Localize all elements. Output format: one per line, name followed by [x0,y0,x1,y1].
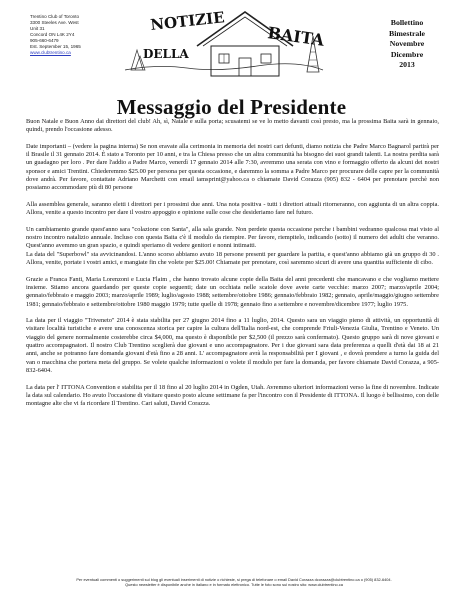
newsletter-footer [34,577,434,587]
page-title: Messaggio del Presidente [116,95,347,119]
paragraph-triveneto-trip: La data per il viaggio "Triveneto" 2014 è stata stabilita per 27 giugno 2014 fino a 11 luglio, 2014. Questo sara un viaggio pieno di attività, un opportunità di visitare località turistiche e avere una conoscenza storica per capire la cultura dell'Italia nord-est, che comprende Friuli-Venezia Giulia, Trentino e Veneto. Un viaggio del genere normalmente costerebbe circa $4,000, ma questo è disponibile per $2,500 (il prezzo sarà confermato). Questo gruppo sarà di nove giovani e quattro accompagnatori. Il nostro Club Trentino sceglierà due giovani e uno accompagnatore. Per i due giovani sara data preferenza a quelli d'età dai 18 ai 21 anni, anche se potranno fare domanda giovani d'età fino a 28 anni. L' accompagnatore avrà la responsabilità per I giovani , e dovrà prendere a turno la guida del van o macchina che portera meta del gruppo. Se volete qualche informazioni o volete il modulo per fare la domanda, per favore chiamate David Corazza, a 905-832-6404. [26,317,439,374]
club-established: Est. September 15, 1965 [30,44,81,49]
bulletin-type: Bollettino [390,18,424,27]
club-website-link[interactable]: www.clubtrentino.ca [30,50,71,55]
logo-word-baita: BAITA [266,23,326,50]
paragraph-archive-thanks: Grazie a Franca Fanti, Maria Lorenzoni e Lucia Flaim , che hanno trovato alcune copie della Baita del anni precedenti che mancavano e che vogliamo mettere insieme. Stiamo ancora guardando per queste copie seguenti; date un occhiata nelle scatole dove avete carte vecchie: marzo 2007; marzo/aprile 2004; gennaio/febbraio e maggio 2003; marzo/aprile 1989; luglio/agosto 1988; settembre/ottobre 1986; gennaio/febbraio 1982; gennaio, aprile/maggio/giugno settembre 1981; gennaio/febbraio e settembre/ottobre 1980 maggio 1979; tutte quelle di 1978; gennaio fino a settembre e novembre/dicembre 1977; luglio 1975. [26,275,439,308]
footer-contact-line: Per eventuali commenti o suggerimenti sul blog gli eventuali inserimenti di notizie o richieste, si prega di telefonare o email David Corazza dcorazza@clubtrentino.ca o (905) 832-6404. [76,577,392,582]
bulletin-frequency: Bimestrale [389,28,425,38]
logo-word-notizie: NOTIZIE [149,8,226,34]
club-address-line-2: Unit 31 [30,26,45,31]
logo-word-della: DELLA [143,47,189,61]
baita-logo [117,6,331,86]
paragraph-important-dates: Date importanti – (vedere la pagina interna) Se non eravate alla cerimonia in memoria dei nostri cari defunti, diamo notizia che Padre Marco Bagnarol partirà per il Brasile il 31 gennaio 2014. È stato a Toronto per 10 anni, e tra la Chiesa presso che un altra communità ha bisogno dei suoi grandi talenti. La nostra perdita sarà un guadagno per loro . Per dare l'addio a Padre Marco, venerdì 17 gennaio 2014 alle 7:30, avremmo una serata con vino e formaggio offerto da alcuni dei nostri sponsor e amici Trentini. Chiederemmo $25.00 per persona per questa occasione, e daremmo la somma a Padre Marco per procurare delle capre per la communità dove andrà. Per favore, contattate Adriano Marchetti con email iamsprint@yahoo.ca o chiamate David Corazza (905) 832 - 6404 per prenotare perchè non possiamo accommodare più di 80 persone [26,142,439,192]
newsletter-header [0,0,463,96]
bulletin-issue-block [372,18,442,71]
footer-availability-line: Questo newsletter è disponibile anche in italiano e in formato elettronico. Tutte le foto sono sul nostro sito: www.clubtrentino.ca [125,582,343,587]
bulletin-year: 2013 [399,60,415,70]
bulletin-month-2: Dicembre [390,49,424,59]
club-address-line-1: 3300 Steeles Ave. West [30,20,79,25]
club-phone: 905-660-6479 [30,38,59,43]
paragraph-santa-superbowl: Un cambiamento grande quest'anno sara "colazione con Santa", alla sala grande. Non perdete questa occasione perche i bambini vedranno qualcosa mai visto al nostro incontro natalizio annuale. Incluso con questa Baita c'è il modulo da riempire. Per favore, riempitelo, indicando (sotto) il numero dei adulti che veranno. Quest'anno avemmo un gran spazio, e quindi speriamo di vedere genitori e nonni intimatti. La data del "Superbowl" sta avvicinandosi. L'anno scorso abbiamo avuto 18 persone presenti per guardare la partita, e quest'anno abbiamo già un gruppo di 30 . Allora, venite, portate i vostri amici, e mangiate fin che volete per $25.00! Chiamate per prenotare, così saremmo sicuri di avere una quantita sufficiente di cibo. [26,225,439,267]
bulletin-month-1: Novembre [389,39,425,49]
paragraph-general-assembly: Alla assemblea generale, saranno eletti i direttori per i prossimi due anni. Una nota positiva - tutti i direttori attuali ritorneranno, con aggiunta di un altra coppia. Allora, venite a questo incontro per dare il vostro appoggio e opinione sulle cose che desideriamo fare nel futuro. [26,200,439,217]
president-message-body [26,118,439,417]
paragraph-ittona-convention: La data per l' ITTONA Convention e stabilita per il 18 fino al 20 luglio 2014 in Ogden, Utah. Avremmo ulteriori informazioni verso la fine di novembre. Indicate la data sul calendario. Ho avuto l'occasione di visitare questo posto alcune settimane fa per l'incontro con il Presidente di ITTONA. Il luogo è bellissimo, con delle montagne alte che vi fa ricordare Il Trentino. Cari saluti, David Corazza. [26,383,439,408]
club-name: Trentino Club of Toronto [30,14,80,19]
paragraph-greeting: Buon Natale e Buon Anno dai direttori del club! Ah, sì, Natale e sulla porta; scusatemi se ve lo metto davanti così presto, ma la prossima Baita sarà in gennaio, quindi, prendo l'occasione adesso. [26,118,439,134]
club-address-block [30,14,81,56]
club-city: Concord ON L4K 2Y4 [30,32,75,37]
